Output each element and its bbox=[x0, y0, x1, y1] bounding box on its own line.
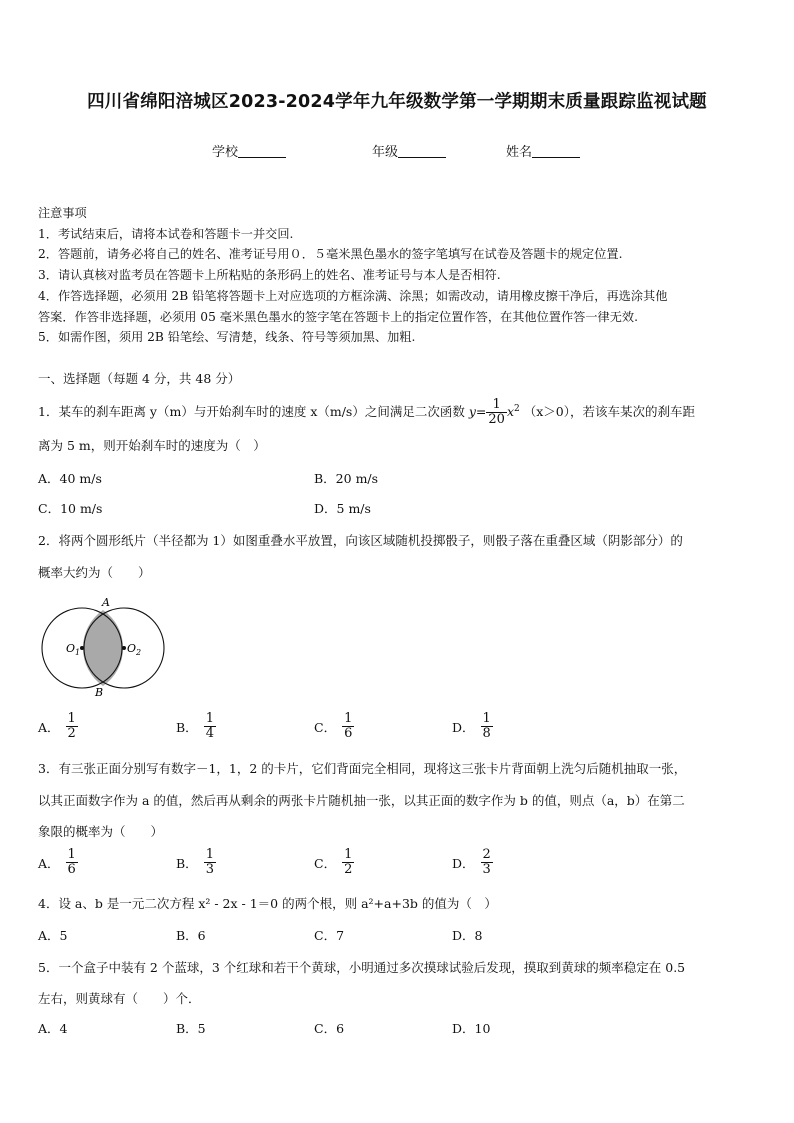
q1-formula-num: 1 bbox=[492, 397, 501, 412]
note-item: 1．考试结束后，请将本试卷和答题卡一并交回. bbox=[38, 226, 294, 241]
option-num: 2 bbox=[482, 847, 491, 862]
q2-option-d[interactable] bbox=[452, 712, 493, 741]
overlapping-circles-figure bbox=[36, 594, 170, 700]
q4-option-b[interactable]: B．6 bbox=[176, 928, 206, 943]
q5-option-a[interactable]: A．4 bbox=[38, 1021, 68, 1036]
option-den: 6 bbox=[344, 726, 353, 741]
name-field bbox=[506, 141, 580, 160]
q5-option-b[interactable]: B．5 bbox=[176, 1021, 206, 1036]
label-b: B bbox=[95, 686, 104, 699]
q1-option-d[interactable]: D．5 m/s bbox=[314, 501, 371, 516]
option-num: 1 bbox=[344, 847, 353, 862]
option-num: 1 bbox=[205, 711, 214, 726]
q2-option-a[interactable] bbox=[38, 712, 78, 741]
q1-option-c[interactable]: C．10 m/s bbox=[38, 501, 103, 516]
label-a: A bbox=[102, 596, 110, 609]
q1-text-b: （x＞0），若该车某次的刹车距 bbox=[523, 404, 695, 419]
note-item: 4．作答选择题，必须用 2B 铅笔将答题卡上对应选项的方框涂满、涂黑；如需改动，请用橡皮擦干净后，再选涂其他 bbox=[38, 288, 668, 303]
option-num: 1 bbox=[482, 711, 491, 726]
q4-option-a[interactable]: A．5 bbox=[38, 928, 68, 943]
option-den: 4 bbox=[205, 726, 214, 741]
overlap-shaded-region bbox=[83, 610, 123, 686]
option-num: 1 bbox=[205, 847, 214, 862]
option-label: C． bbox=[314, 855, 337, 871]
q3-option-c[interactable] bbox=[314, 848, 354, 877]
q1-formula-eq: = bbox=[475, 404, 487, 419]
school-field bbox=[212, 141, 286, 160]
q5-option-c[interactable]: C．6 bbox=[314, 1021, 345, 1036]
school-label: 学校 bbox=[212, 145, 239, 160]
option-den: 6 bbox=[67, 862, 76, 877]
grade-field bbox=[372, 141, 446, 160]
q1-option-a[interactable]: A．40 m/s bbox=[38, 471, 102, 486]
option-label: B． bbox=[176, 719, 198, 735]
q3-line2: 以其正面数字作为 a 的值，然后再从剩余的两张卡片随机抽一张，以其正面的数字作为 b 的值，则点（a，b）在第二 bbox=[38, 793, 685, 808]
q2-line2: 概率大约为（ ） bbox=[38, 565, 151, 580]
option-label: D． bbox=[452, 855, 475, 871]
option-den: 3 bbox=[482, 862, 491, 877]
q4-option-c[interactable]: C．7 bbox=[314, 928, 345, 943]
q4-option-d[interactable]: D．8 bbox=[452, 928, 483, 943]
q2-line1: 2．将两个圆形纸片（半径都为 1）如图重叠水平放置，向该区域随机投掷骰子，则骰子落在重叠区域（阴影部分）的 bbox=[38, 533, 683, 548]
option-num: 1 bbox=[344, 711, 353, 726]
q4-line1: 4．设 a、b 是一元二次方程 x² - 2x - 1＝0 的两个根，则 a²+a+3b 的值为（ ） bbox=[38, 896, 497, 911]
q5-line2: 左右，则黄球有（ ）个． bbox=[38, 991, 201, 1006]
option-label: B． bbox=[176, 855, 198, 871]
notes-section bbox=[38, 203, 758, 348]
q1-text-a: 1．某车的刹车距离 y（m）与开始刹车时的速度 x（m/s）之间满足二次函数 bbox=[38, 404, 465, 419]
name-blank[interactable] bbox=[532, 145, 580, 158]
option-label: D． bbox=[452, 719, 475, 735]
q1-formula-exp: 2 bbox=[514, 403, 520, 414]
q1-formula-x: x bbox=[506, 404, 514, 419]
grade-label: 年级 bbox=[372, 145, 399, 160]
q1-line2: 离为 5 m，则开始刹车时的速度为（ ） bbox=[38, 438, 266, 453]
option-den: 2 bbox=[67, 726, 76, 741]
name-label: 姓名 bbox=[506, 145, 533, 160]
page-title: 四川省绵阳涪城区2023-2024学年九年级数学第一学期期末质量跟踪监视试题 bbox=[87, 92, 707, 112]
q1-formula-y: y bbox=[468, 404, 476, 419]
school-blank[interactable] bbox=[238, 145, 286, 158]
center-o2-dot bbox=[122, 646, 126, 650]
label-o1-main: O bbox=[66, 642, 76, 655]
q1-formula-den: 20 bbox=[488, 412, 505, 427]
label-o2-main: O bbox=[127, 642, 137, 655]
note-item: 答案．作答非选择题，必须用 05 毫米黑色墨水的签字笔在答题卡上的指定位置作答，在其他位置作答一律无效. bbox=[38, 309, 638, 324]
label-o1 bbox=[66, 642, 80, 657]
note-item: 5．如需作图，须用 2B 铅笔绘、写清楚，线条、符号等须加黑、加粗. bbox=[38, 330, 416, 345]
option-label: A． bbox=[38, 855, 60, 871]
label-o2 bbox=[127, 642, 141, 657]
option-den: 8 bbox=[482, 726, 491, 741]
option-num: 1 bbox=[67, 711, 76, 726]
note-item: 3．请认真核对监考员在答题卡上所粘贴的条形码上的姓名、准考证号与本人是否相符. bbox=[38, 268, 501, 283]
q2-option-b[interactable] bbox=[176, 712, 216, 741]
grade-blank[interactable] bbox=[398, 145, 446, 158]
q3-line1: 3．有三张正面分别写有数字－1，1，2 的卡片，它们背面完全相同，现将这三张卡片背面朝上洗匀后随机抽取一张， bbox=[38, 761, 687, 776]
q3-option-d[interactable] bbox=[452, 848, 493, 877]
option-label: A． bbox=[38, 719, 60, 735]
note-item: 2．答题前，请务必将自己的姓名、准考证号用０．５毫米黑色墨水的签字笔填写在试卷及答题卡的规定位置. bbox=[38, 247, 623, 262]
center-o1-dot bbox=[80, 646, 84, 650]
q1-formula-fraction bbox=[486, 398, 507, 427]
label-o2-sub: 2 bbox=[136, 648, 142, 657]
label-o1-sub: 1 bbox=[75, 648, 81, 657]
option-den: 3 bbox=[205, 862, 214, 877]
option-den: 2 bbox=[344, 862, 353, 877]
q1-option-b[interactable]: B．20 m/s bbox=[314, 471, 379, 486]
q3-option-a[interactable] bbox=[38, 848, 78, 877]
q1-line1 bbox=[38, 398, 695, 427]
option-num: 1 bbox=[67, 847, 76, 862]
option-label: C． bbox=[314, 719, 337, 735]
notes-heading: 注意事项 bbox=[38, 206, 87, 220]
q2-option-c[interactable] bbox=[314, 712, 354, 741]
q3-option-b[interactable] bbox=[176, 848, 216, 877]
q5-line1: 5．一个盒子中装有 2 个蓝球，3 个红球和若干个黄球，小明通过多次摸球试验后发现，摸取到黄球的频率稳定在 0.5 bbox=[38, 960, 686, 975]
q5-option-d[interactable]: D．10 bbox=[452, 1021, 491, 1036]
q3-line3: 象限的概率为（ ） bbox=[38, 824, 164, 839]
section-heading: 一、选择题（每题 4 分，共 48 分） bbox=[38, 371, 241, 386]
